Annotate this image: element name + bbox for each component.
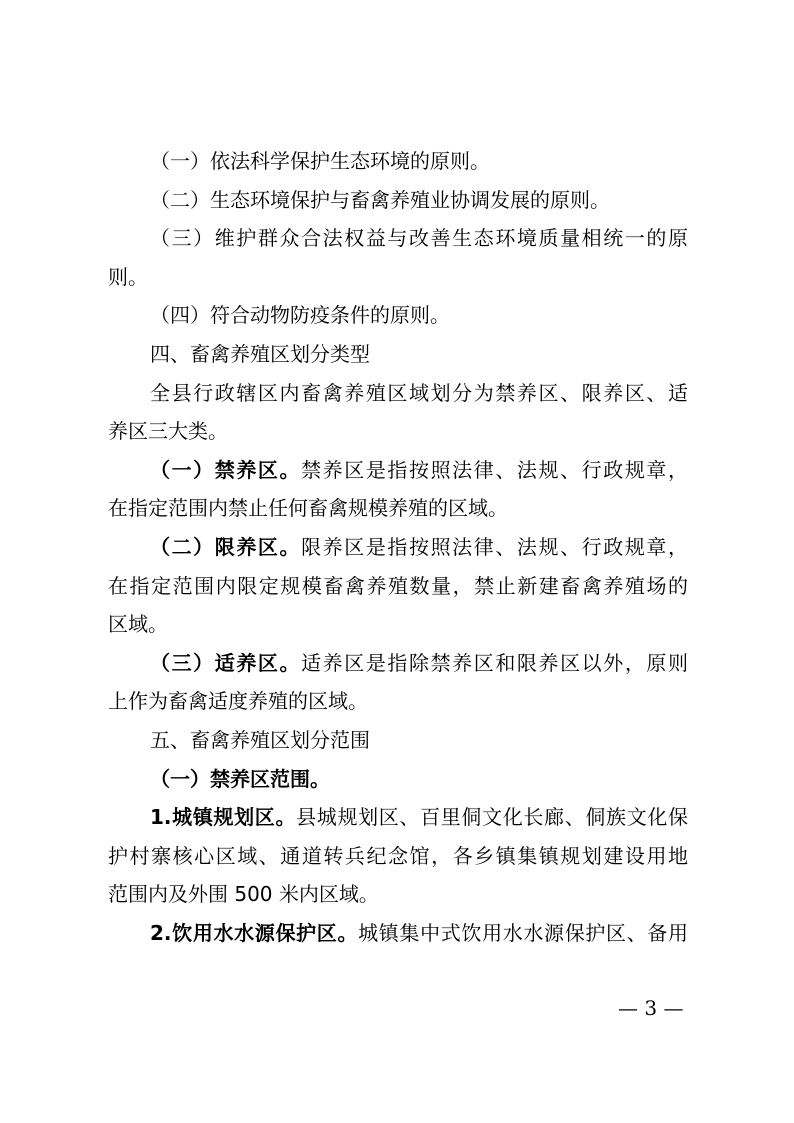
prohibited-zone-scope-title: （一）禁养区范围。 — [150, 766, 330, 791]
principle-4-text: （四）符合动物防疫条件的原则。 — [150, 303, 450, 328]
urban-planning-area-line-2: 护村寨核心区域、通道转兵纪念馆，各乡镇集镇规划建设用地 — [108, 843, 688, 868]
suitable-zone-line-1: 适养区是指除禁养区和限养区以外，原则 — [301, 650, 688, 675]
water-source-protection-area — [108, 914, 688, 953]
principle-2-text: （二）生态环境保护与畜禽养殖业协调发展的原则。 — [150, 187, 610, 212]
suitable-zone-line-2: 上作为畜禽适度养殖的区域。 — [108, 689, 368, 714]
principle-1 — [108, 142, 688, 181]
section-heading-5 — [108, 721, 688, 760]
principle-3 — [108, 219, 688, 258]
urban-planning-area-line-3: 范围内及外围 500 米内区域。 — [108, 882, 379, 907]
urban-planning-area-line-1: 县城规划区、百里侗文化长廊、侗族文化保 — [296, 805, 688, 830]
principle-2 — [108, 181, 688, 220]
zone-overview — [108, 374, 688, 413]
principle-3-text-line-1: （三）维护群众合法权益与改善生态环境质量相统一的原 — [150, 226, 688, 251]
zone-overview-line-2: 养区三大类。 — [108, 419, 228, 444]
prohibited-zone-definition — [108, 451, 688, 490]
prohibited-zone-continued — [108, 489, 688, 528]
water-source-protection-heading: 2.饮用水水源保护区。 — [150, 920, 359, 945]
prohibited-zone-scope-heading — [108, 760, 688, 799]
suitable-zone-definition — [108, 644, 688, 683]
principle-3-text-line-2: 则。 — [108, 264, 148, 289]
body-text — [108, 142, 688, 952]
restricted-zone-definition — [108, 528, 688, 567]
section-heading-4-text: 四、畜禽养殖区划分类型 — [150, 341, 370, 366]
restricted-zone-line-1: 限养区是指按照法律、法规、行政规章， — [301, 534, 688, 559]
restricted-zone-heading: （二）限养区。 — [150, 534, 302, 559]
urban-planning-area-heading: 1.城镇规划区。 — [150, 805, 297, 830]
restricted-zone-line-3: 区域。 — [108, 612, 168, 637]
suitable-zone-continued — [108, 682, 688, 721]
urban-planning-area — [108, 798, 688, 837]
restricted-zone-continued-1 — [108, 567, 688, 606]
restricted-zone-continued-2 — [108, 605, 688, 644]
prohibited-zone-line-2: 在指定范围内禁止任何畜禽规模养殖的区域。 — [108, 496, 508, 521]
zone-overview-line-1: 全县行政辖区内畜禽养殖区域划分为禁养区、限养区、适 — [150, 380, 688, 405]
principle-3-continued — [108, 258, 688, 297]
suitable-zone-heading: （三）适养区。 — [150, 650, 302, 675]
prohibited-zone-heading: （一）禁养区。 — [150, 457, 302, 482]
urban-planning-area-continued-1 — [108, 837, 688, 876]
principle-1-text: （一）依法科学保护生态环境的原则。 — [150, 149, 490, 173]
urban-planning-area-continued-2 — [108, 875, 688, 914]
zone-overview-continued — [108, 412, 688, 451]
restricted-zone-line-2: 在指定范围内限定规模畜禽养殖数量，禁止新建畜禽养殖场的 — [108, 573, 688, 598]
section-heading-5-text: 五、畜禽养殖区划分范围 — [150, 727, 370, 752]
prohibited-zone-line-1: 禁养区是指按照法律、法规、行政规章， — [301, 457, 688, 482]
page-number: — 3 — — [618, 996, 684, 1020]
water-source-protection-line-1: 城镇集中式饮用水水源保护区、备用 — [358, 920, 688, 945]
principle-4 — [108, 296, 688, 335]
section-heading-4 — [108, 335, 688, 374]
